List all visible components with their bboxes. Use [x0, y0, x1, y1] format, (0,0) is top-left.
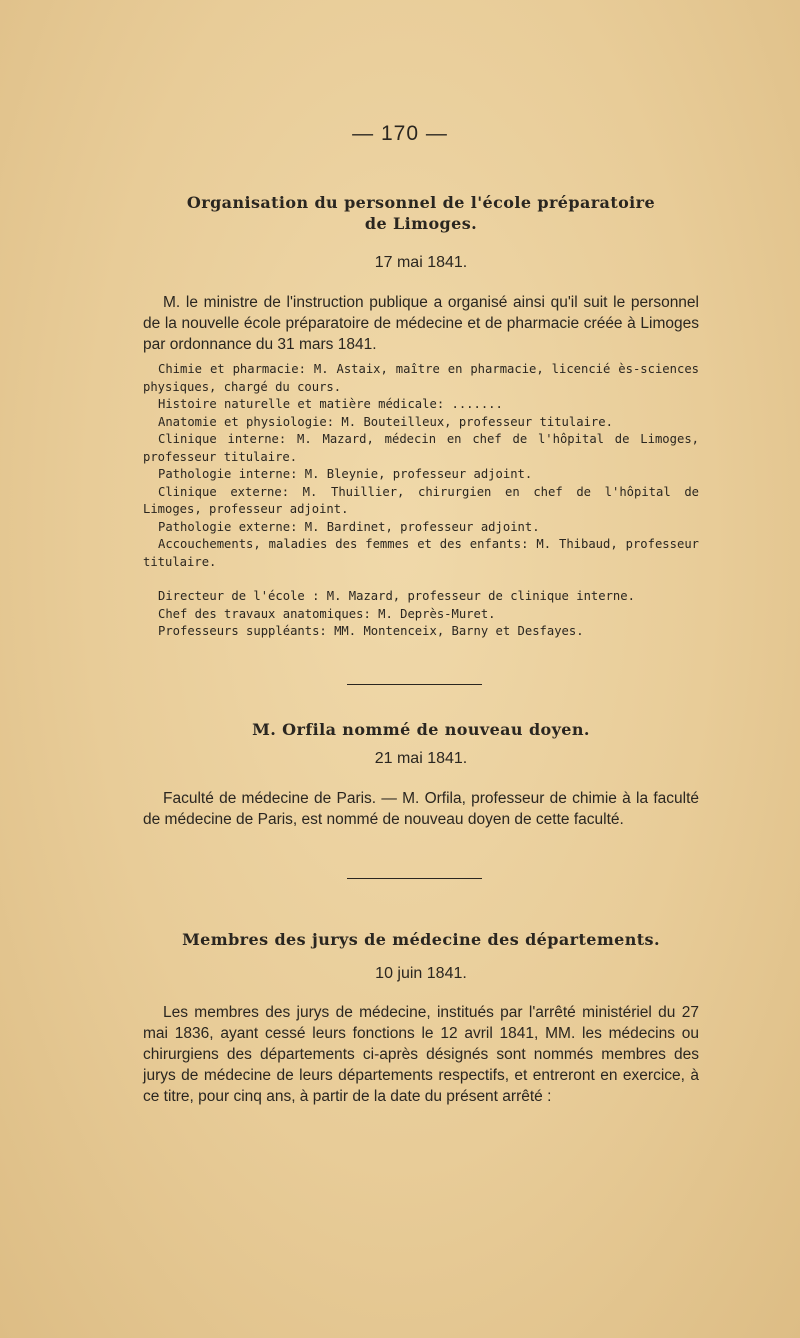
page-number: — 170 — [352, 122, 448, 145]
list-item: Chimie et pharmacie: M. Astaix, maître en pharmacie, licencié ès-sciences physiques, chargé du cours. [143, 362, 699, 394]
section-divider [347, 878, 482, 879]
section1-title-line2: de Limoges. [364, 214, 478, 233]
section2-body [143, 788, 699, 830]
section2-body-text: Faculté de médecine de Paris. — M. Orfila, professeur de chimie à la faculté de médecine de Paris, est nommé de nouveau doyen de cette faculté. [143, 790, 699, 828]
list-item: Accouchements, maladies des femmes et des enfants: M. Thibaud, professeur titulaire. [143, 537, 699, 569]
section1-title-line1: Organisation du personnel de l'école préparatoire [186, 193, 656, 212]
list-item: Clinique externe: M. Thuillier, chirurgien en chef de l'hôpital de Limoges, professeur adjoint. [143, 484, 699, 516]
section3-date: 10 juin 1841. [375, 965, 467, 982]
section3-body [143, 1002, 699, 1107]
list-item: Anatomie et physiologie: M. Bouteilleux, professeur titulaire. [158, 414, 613, 429]
list-item: Chef des travaux anatomiques: M. Deprès-Muret. [158, 606, 496, 621]
list-item: Clinique interne: M. Mazard, médecin en chef de l'hôpital de Limoges, professeur titulaire. [143, 432, 699, 464]
section1-intro-text: M. le ministre de l'instruction publique a organisé ainsi qu'il suit le personnel de la nouvelle école préparatoire de médecine et de pharmacie créée à Limoges par ordonnance du 31 mars 1841. [143, 294, 699, 353]
list-item: Directeur de l'école : M. Mazard, professeur de clinique interne. [158, 589, 635, 603]
section1-title [143, 192, 699, 234]
section2-title: M. Orfila nommé de nouveau doyen. [252, 720, 590, 739]
section1-intro [143, 292, 699, 355]
list-item: Pathologie interne: M. Bleynie, professeur adjoint. [158, 467, 533, 481]
section1-items [143, 361, 699, 571]
section3-title: Membres des jurys de médecine des départements. [182, 930, 660, 949]
section-divider [347, 684, 482, 685]
section1-date: 17 mai 1841. [374, 254, 468, 271]
list-item: Pathologie externe: M. Bardinet, professeur adjoint. [158, 519, 540, 534]
section3-body-text: Les membres des jurys de médecine, institués par l'arrêté ministériel du 27 mai 1836, ayant cessé leurs fonctions le 12 avril 1841, MM. les médecins ou chirurgiens des départements ci-après désignés sont nommés membres des jurys de médecine de leurs départements respectifs, et entreront en exercice, à ce titre, pour cinq ans, à partir de la date du présent arrêté : [143, 1004, 699, 1105]
section1-staff [143, 588, 699, 641]
list-item: Histoire naturelle et matière médicale: ....... [158, 397, 503, 411]
list-item: Professeurs suppléants: MM. Montenceix, Barny et Desfayes. [158, 624, 584, 638]
section2-date: 21 mai 1841. [374, 750, 468, 767]
